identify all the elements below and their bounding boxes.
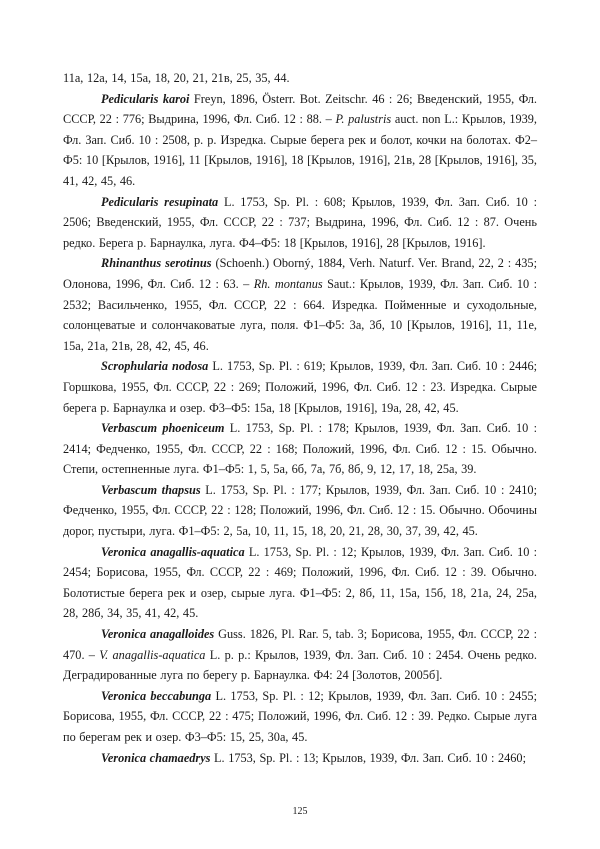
synonym-name: Rh. montanus	[253, 276, 323, 291]
text-run: Freyn, 1896, Österr. Bot. Zeitschr. 46 : 26; Введенский, 1955, Фл. СССР, 22 : 776; Выдрина, 1996, Фл. Сиб. 12 : 88. –	[63, 91, 537, 127]
text-run: L. 1753, Sp. Pl. : 608; Крылов, 1939, Фл. Зап. Сиб. 10 : 2506; Введенский, 1955, Фл. СССР, 22 : 737; Выдрина, 1996, Фл. Сиб. 12 : 87. Очень редко. Берега р. Барнаулка, луга. Ф4–Ф5: 18 [Крылов, 1916], 28 [Крылов, 1916].	[63, 194, 537, 250]
paragraph	[63, 192, 537, 254]
paragraph	[63, 68, 537, 89]
text-run: 11а, 12а, 14, 15а, 18, 20, 21, 21в, 25, 35, 44.	[63, 71, 290, 85]
species-name: Verbascum phoeniceum	[101, 421, 225, 436]
text-run: auct. non L.: Крылов, 1939, Фл. Зап. Сиб. 10 : 2508, p. p. Изредка. Сырые берега рек и болот, кочки на болотах. Ф2–Ф5: 10 [Крылов, 1916], 11 [Крылов, 1916], 18 [Крылов, 1916], 21в, 28 [Крылов, 1916], 35, 41, 42, 45, 46.	[63, 112, 537, 188]
page-body	[63, 68, 537, 768]
text-run: L. 1753, Sp. Pl. : 12; Крылов, 1939, Фл. Зап. Сиб. 10 : 2454; Борисова, 1955, Фл. СССР, 22 : 469; Положий, 1996, Фл. Сиб. 12 : 39. Обычно. Болотистые берега рек и озер, сырые луга. Ф1–Ф5: 2, 8б, 11, 15а, 15б, 18, 21а, 24, 25а, 28, 28б, 34, 35, 41, 42, 45.	[63, 544, 538, 621]
species-name: Veronica chamaedrys	[101, 750, 211, 765]
paragraph	[63, 418, 537, 480]
paragraph	[63, 624, 537, 686]
text-run: L. 1753, Sp. Pl. : 177; Крылов, 1939, Фл. Зап. Сиб. 10 : 2410; Федченко, 1955, Фл. СССР, 22 : 128; Положий, 1996, Фл. Сиб. 12 : 15. Обычно. Обочины дорог, пустыри, луга. Ф1–Ф5: 2, 5а, 10, 11, 15, 18, 20, 21, 28, 30, 37, 39, 42, 45.	[63, 482, 537, 539]
text-run: Guss. 1826, Pl. Rar. 5, tab. 3; Борисова, 1955, Фл. СССР, 22 : 470. –	[63, 627, 537, 662]
text-run: L. 1753, Sp. Pl. : 178; Крылов, 1939, Фл. Зап. Сиб. 10 : 2414; Федченко, 1955, Фл. СССР, 22 : 168; Положий, 1996, Фл. Сиб. 12 : 15. Обычно. Степи, остепненные луга. Ф1–Ф5: 1, 5, 5а, 6б, 7а, 7б, 8б, 9, 12, 17, 18, 25а, 39.	[63, 421, 537, 477]
synonym-name: V. anagallis-aquatica	[99, 647, 206, 662]
paragraph	[63, 542, 537, 624]
paragraph	[63, 748, 537, 769]
text-run: L. p. p.: Крылов, 1939, Фл. Зап. Сиб. 10 : 2454. Очень редко. Деградированные луга по берегу р. Барнаулка. Ф4: 24 [Золотов, 2005б].	[63, 647, 537, 683]
text-run: L. 1753, Sp. Pl. : 12; Крылов, 1939, Фл. Зап. Сиб. 10 : 2455; Борисова, 1955, Фл. СССР, 22 : 475; Положий, 1996, Фл. Сиб. 12 : 39. Редко. Сырые луга по берегам рек и озер. Ф3–Ф5: 15, 25, 30а, 45.	[63, 688, 537, 744]
page-number: 125	[292, 806, 308, 817]
species-name: Rhinanthus serotinus	[101, 256, 212, 271]
text-run: Saut.: Крылов, 1939, Фл. Зап. Сиб. 10 : 2532; Васильченко, 1955, Фл. СССР, 22 : 664. Изредка. Пойменные и суходольные, солонцеватые и солончаковатые луга, поля. Ф1–Ф5: 3а, 3б, 10 [Крылов, 1916], 11, 11е, 15а, 21а, 21в, 28, 42, 45, 46.	[63, 276, 537, 353]
species-name: Veronica anagalloides	[101, 627, 215, 642]
paragraph	[63, 686, 537, 748]
species-name: Scrophularia nodosa	[101, 359, 209, 374]
species-name: Pedicularis karoi	[101, 91, 190, 106]
paragraph	[63, 356, 537, 418]
species-name: Pedicularis resupinata	[101, 194, 219, 209]
paragraph	[63, 253, 537, 356]
text-run: L. 1753, Sp. Pl. : 13; Крылов, 1939, Фл. Зап. Сиб. 10 : 2460;	[210, 750, 526, 765]
synonym-name: P. palustris	[335, 112, 392, 127]
paragraph	[63, 480, 537, 542]
species-name: Veronica beccabunga	[101, 688, 212, 703]
species-name: Verbascum thapsus	[101, 482, 201, 497]
text-run: L. 1753, Sp. Pl. : 619; Крылов, 1939, Фл. Зап. Сиб. 10 : 2446; Горшкова, 1955, Фл. СССР, 22 : 269; Положий, 1996, Фл. Сиб. 12 : 23. Изредка. Сырые берега р. Барнаулка и озер. Ф3–Ф5: 15а, 18 [Крылов, 1916], 19а, 28, 42, 45.	[63, 359, 538, 415]
paragraph	[63, 89, 537, 192]
species-name: Veronica anagallis-aquatica	[101, 544, 245, 559]
text-run: (Schoenh.) Oborný, 1884, Verh. Naturf. Ver. Brand, 22, 2 : 435; Олонова, 1996, Фл. Сиб. 12 : 63. –	[63, 256, 537, 291]
